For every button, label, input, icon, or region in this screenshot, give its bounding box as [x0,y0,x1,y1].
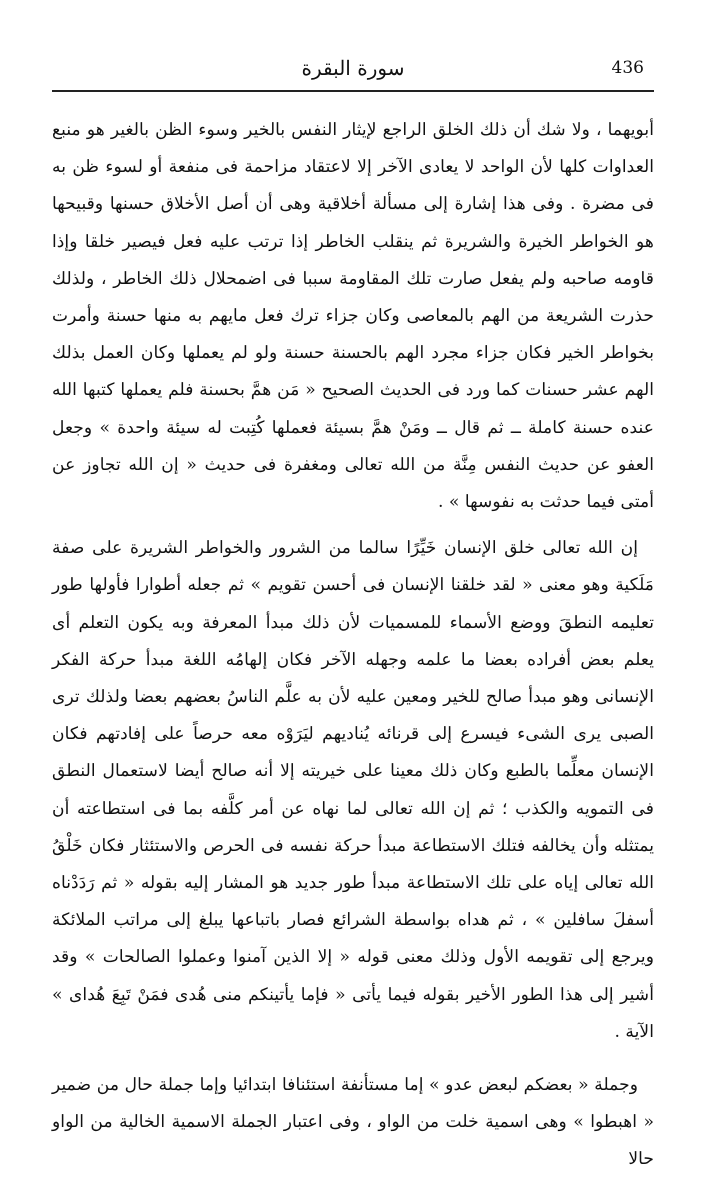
paragraph: أبويهما ، ولا شك أن ذلك الخلق الراجع لإيثار النفس بالخير وسوء الظن بالغير هو منبع العداوات كلها لأن الواحد لا يعادى الآخر إلا لاعتقاد مزاحمة فى منفعة أو لسوء ظن به فى مضرة . وفى هذا إشارة إلى مسألة أخلاقية وهى أن أصل الأخلاق حسنها وقبيحها هو الخواطر الخيرة والشريرة ثم ينقلب الخاطر إذا ترتب عليه فعل فيصير خلقا وإذا قاومه صاحبه ولم يفعل صارت تلك المقاومة سببا فى اضمحلال ذلك الخاطر ، ولذلك حذرت الشريعة من الهم بالمعاصى وكان جزاء ترك فعل مايهم به منها حسنة وأمرت بخواطر الخير فكان جزاء مجرد الهم بالحسنة حسنة ولو لم يعملها وكان العمل بذلك الهم عشر حسنات كما ورد فى الحديث الصحيح « مَن همَّ بحسنة فلم يعملها كتبها الله عنده حسنة كاملة ــ ثم قال ــ ومَنْ همَّ بسيئة فعملها كُتِبت له سيئة واحدة » وجعل العفو عن حديث النفس مِنَّة من الله تعالى ومغفرة فى حديث « إن الله تجاوز عن أمتى فيما حدثت به نفوسها » . [52,120,654,513]
paragraph: إن الله تعالى خلق الإنسان خَيِّرًا سالما من الشرور والخواطر الشريرة على صفة مَلَكية وهو معنى « لقد خلقنا الإنسان فى أحسن تقويم » ثم جعله أطوارا فأولها طور تعليمه النطقَ ووضع الأسماء للمسميات لأن ذلك مبدأ المعرفة وبه يكون التعلم أى يعلم بعض أفراده بعضا ما علمه وجهله الآخر فكان إلهامُه اللغة مبدأ حركة الفكر الإنسانى وهو مبدأ صالح للخير ومعين عليه لأن به علَّم الناسُ بعضهم بعضا ولذلك ترى الصبى يرى الشىء فيسرع إلى قرنائه يُناديهم ليَرَوْه معه حرصاً على إفادتهم فكان الإنسان معلِّما بالطبع وكان ذلك معينا على خيريته إلا أنه صالح أيضا لاستعمال النطق فى التمويه والكذب ؛ ثم إن الله تعالى لما نهاه عن أمر كلَّفه بما فى استطاعته أن يمتثله وأن يخالفه فتلك الاستطاعة مبدأ حركة نفسه فى الحرص والاستئثار فكان خَلْقُ الله تعالى إياه على تلك الاستطاعة مبدأ طور جديد هو المشار إليه بقوله « ثم رَدَدْناه أسفلَ سافلين » ، ثم هداه بواسطة الشرائع فصار باتباعها يبلغ إلى مراتب الملائكة ويرجع إلى تقويمه الأول وذلك معنى قوله « إلا الذين آمنوا وعملوا الصالحات » وقد أشير إلى هذا الطور الأخير بقوله فيما يأتى « فإما يأتينكم منى هُدى فمَنْ تَبِعَ هُداى » الآية . [52,538,654,1042]
page-header [52,52,654,92]
page-body [52,112,654,1179]
paragraph-spacer [52,1051,654,1067]
paragraph: وجملة « بعضكم لبعض عدو » إما مستأنفة استئنافا ابتدائيا وإما جملة حال من ضمير « اهبطوا » وهى اسمية خلت من الواو ، وفى اعتبار الجملة الاسمية الخالية من الواو حالا [52,1075,654,1170]
paragraph-spacer [52,521,654,530]
page-number: 436 [611,58,644,78]
running-title: سورة البقرة [301,56,405,80]
header-rule [52,90,654,92]
